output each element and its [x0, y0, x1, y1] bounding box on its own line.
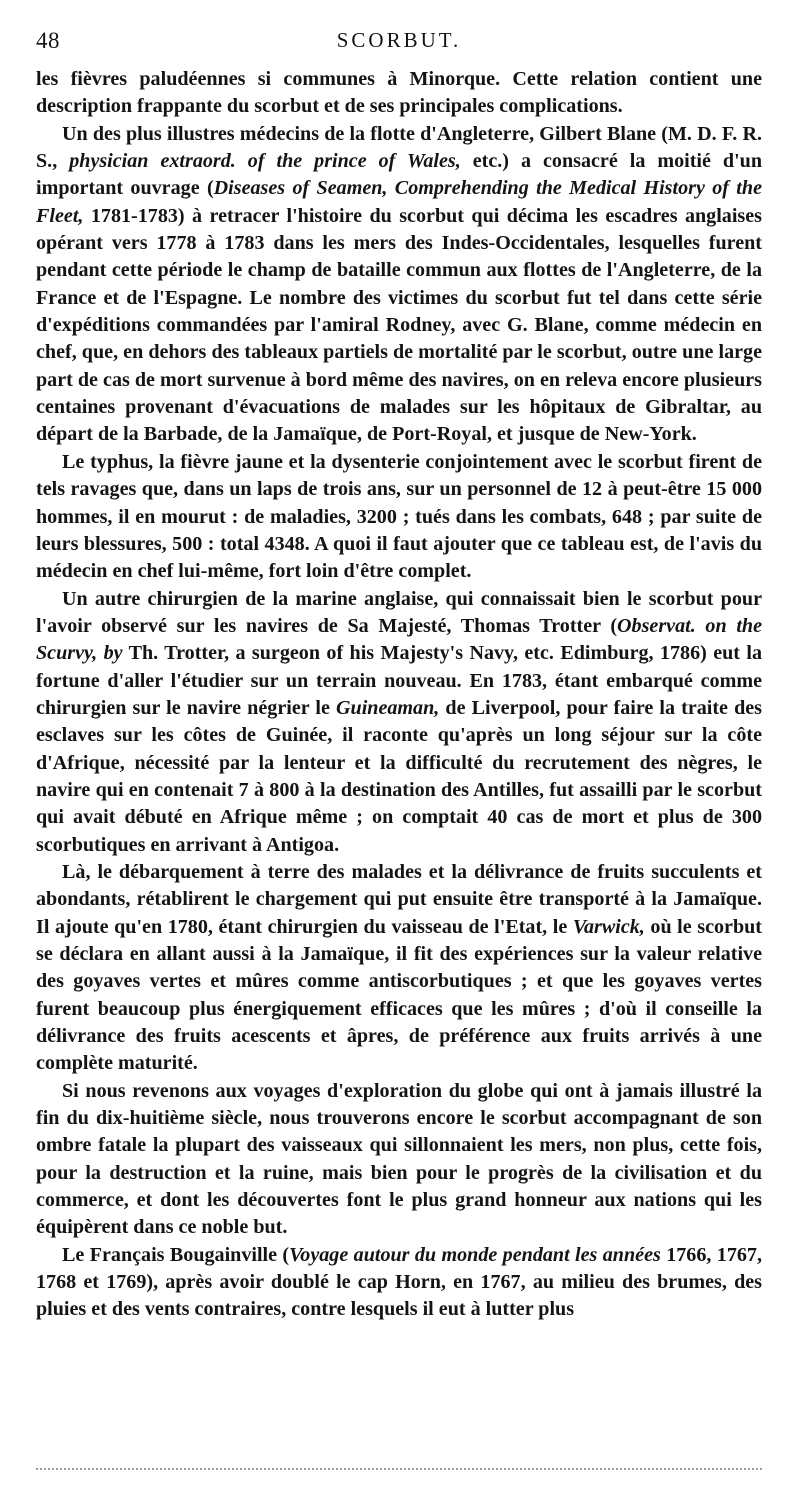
body-text [36, 66, 762, 1324]
text-run: Un autre chirurgien de la marine anglaise, qui connaissait bien le scorbut pour l'avoir observé sur les navires de Sa Majesté, Thomas Trotter ( [36, 587, 762, 637]
italic-text: Varwick, [572, 915, 645, 938]
italic-text: Voyage autour du monde pendant les années [289, 1243, 661, 1266]
text-run: Si nous revenons aux voyages d'exploration du globe qui ont à jamais illustré la fin du dix-huitième siècle, nous trouverons encore le scorbut accompagnant de son ombre fatale la plupart des vaisseaux qui sillonnaient les mers, non plus, cette fois, pour la destruction et la ruine, mais bien pour le progrès de la civilisation et du commerce, et dont les découvertes font le plus grand honneur aux nations qui les équipèrent dans ce noble but. [36, 1079, 762, 1239]
text-run: 1781-1783) à retracer l'histoire du scorbut qui décima les escadres anglaises opérant vers 1778 à 1783 dans les mers des Indes-Occidentales, lesquelles furent pendant cette période le champ de bataille commun aux flottes de l'Angleterre, de la France et de l'Espagne. Le nombre des victimes du scorbut fut tel dans cette série d'expéditions commandées par l'amiral Rodney, avec G. Blane, comme médecin en chef, que, en dehors des tableaux partiels de mortalité par le scorbut, outre une large part de cas de mort survenue à bord même des navires, on en releva encore plusieurs centaines provenant d'évacuations de malades sur les hôpitaux de Gibraltar, au départ de la Barbade, de la Jamaïque, de Port-Royal, et jusque de New-York. [36, 204, 762, 446]
text-run: où le scorbut se déclara en allant aussi à la Jamaïque, il fit des expériences sur la valeur relative des goyaves vertes et mûres comme antiscorbutiques ; et que les goyaves vertes furent beaucoup plus énergiquement efficaces que les mûres ; d'où il conseille la délivrance des fruits acescents et âpres, de préférence aux fruits arrivés à une complète maturité. [36, 915, 762, 1075]
text-run: etc.) a consacré la moitié d'un important ouvrage ( [36, 150, 762, 200]
italic-text: physician extraord. of the prince of Wales, [69, 150, 461, 173]
page-header [36, 28, 762, 58]
paragraph [36, 66, 762, 121]
paragraph [36, 449, 762, 586]
paragraph [36, 586, 762, 859]
italic-text: Diseases of Seamen, Comprehending the Medical History of the Fleet, [36, 177, 762, 227]
text-run: Là, le débarquement à terre des malades et la délivrance de fruits succulents et abondants, rétablirent le chargement qui put ensuite être transporté à la Jamaïque. Il ajoute qu'en 1780, étant chirurgien du vaisseau de l'Etat, le [36, 860, 762, 938]
paragraph [36, 1078, 762, 1242]
paragraph [36, 1242, 762, 1324]
page-number: 48 [36, 28, 60, 53]
text-run: de Liverpool, pour faire la traite des esclaves sur les côtes de Guinée, il raconte qu'après un long séjour sur la côte d'Afrique, nécessité par la lenteur et la difficulté du recrutement des nègres, le navire qui en contenait 7 à 800 à la destination des Antilles, fut assailli par le scorbut qui avait débuté en Afrique même ; on comptait 40 cas de mort et plus de 300 scorbutiques en arrivant à Antigoa. [36, 696, 762, 856]
running-title: SCORBUT. [336, 28, 462, 52]
italic-text: Guineaman, [336, 696, 440, 719]
text-run: 1766, 1767, 1768 et 1769), après avoir doublé le cap Horn, en 1767, au milieu des brumes, des pluies et des vents contraires, contre lesquels il eut à lutter plus [36, 1243, 762, 1321]
text-run: Th. Trotter, a surgeon of his Majesty's Navy, etc. Edimburg, 1786) eut la fortune d'aller l'étudier sur un terrain nouveau. En 1783, étant embarqué comme chirurgien sur le navire négrier le [36, 642, 762, 719]
text-run: Le typhus, la fièvre jaune et la dysenterie conjointement avec le scorbut firent de tels ravages que, dans un laps de trois ans, sur un personnel de 12 à peut-être 15 000 hommes, il en mourut : de maladies, 3200 ; tués dans les combats, 648 ; par suite de leurs blessures, 500 : total 4348. A quoi il faut ajouter que ce tableau est, de l'avis du médecin en chef lui-même, fort loin d'être complet. [36, 450, 762, 583]
text-run: Un des plus illustres médecins de la flotte d'Angleterre, Gilbert Blane (M. D. F. R. S., [36, 122, 762, 173]
paragraph [36, 859, 762, 1078]
bottom-dotted-rule [36, 1468, 762, 1470]
text-run: les fièvres paludéennes si communes à Minorque. Cette relation contient une description frappante du scorbut et de ses principales complications. [36, 68, 762, 118]
text-run: Le Français Bougainville ( [62, 1243, 290, 1266]
paragraph [36, 121, 762, 449]
italic-text: Observat. on the Scurvy, by [36, 614, 762, 665]
